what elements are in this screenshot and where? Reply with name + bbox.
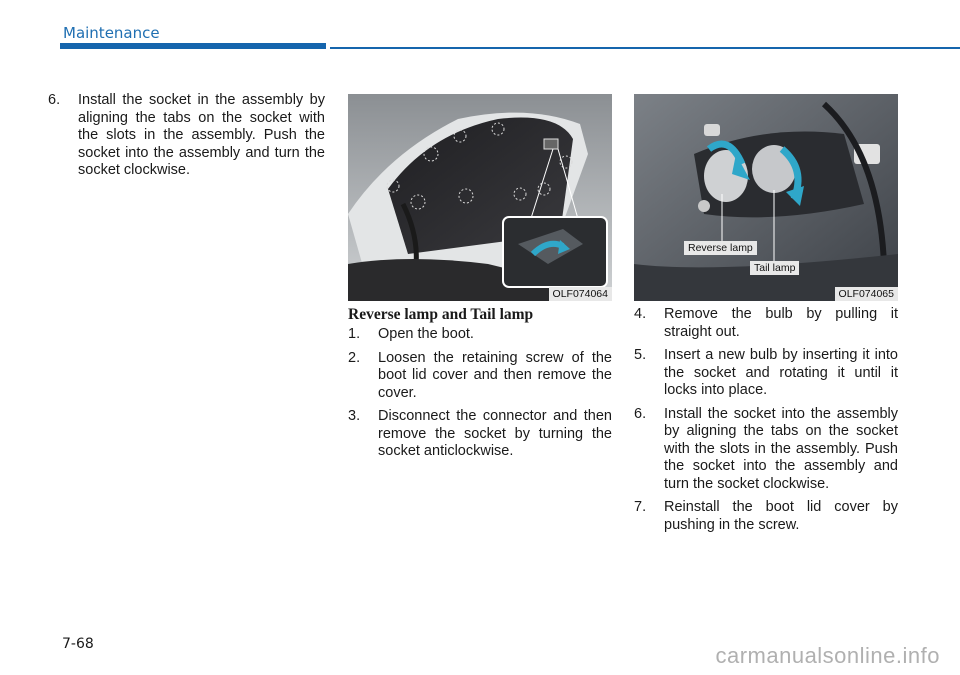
step-text: Open the boot. — [378, 326, 474, 342]
step-number: 7. — [634, 499, 647, 515]
step-item — [348, 350, 612, 403]
step-text: Disconnect the connector and then remove the socket by turning the socket anticlockwise. — [378, 408, 612, 459]
step-item — [634, 347, 898, 400]
step-text: Remove the bulb by pulling it straight out. — [664, 306, 898, 340]
step-number: 3. — [348, 408, 361, 424]
figure-lamp-sockets — [634, 94, 898, 301]
step-number: 6. — [634, 405, 647, 422]
step-number: 6. — [48, 92, 61, 108]
header-rule-thin — [330, 47, 960, 49]
step-item — [48, 92, 325, 180]
step-number: 4. — [634, 306, 647, 322]
step-item — [634, 406, 898, 494]
step-item — [634, 499, 898, 534]
callout-reverse-lamp: Reverse lamp — [684, 241, 757, 255]
section-title: Maintenance — [63, 24, 160, 42]
section-heading: Reverse lamp and Tail lamp — [348, 306, 534, 323]
step-text: Install the socket into the assembly by aligning the tabs on the socket with the slots in the assembly. Push the socket into the assembly and turn the socket clockwise. — [664, 405, 898, 492]
figure-boot-lid — [348, 94, 612, 301]
step-text: Loosen the retaining screw of the boot lid cover and then remove the cover. — [378, 349, 612, 401]
callout-tail-lamp: Tail lamp — [750, 261, 799, 275]
figure-code: OLF074064 — [549, 287, 612, 301]
steps-column-2 — [348, 326, 612, 467]
step-number: 2. — [348, 349, 361, 366]
step-text: Insert a new bulb by inserting it into the socket and rotating it until it locks into place. — [664, 347, 898, 398]
step-item — [348, 326, 612, 344]
figure-code: OLF074065 — [835, 287, 898, 301]
step-text: Install the socket in the assembly by aligning the tabs on the socket with the slots in the assembly. Push the socket into the assembly and turn the socket clockwise. — [78, 92, 325, 178]
step-number: 1. — [348, 326, 361, 342]
watermark-text: carmanualsonline.info — [715, 643, 940, 668]
step-item — [634, 306, 898, 341]
page-number: 7-68 — [62, 636, 94, 652]
boot-lid-illustration — [348, 94, 612, 301]
steps-column-1 — [48, 92, 325, 186]
step-number: 5. — [634, 347, 647, 363]
steps-column-3 — [634, 306, 898, 540]
step-item — [348, 408, 612, 461]
header-rule-thick — [60, 43, 326, 49]
step-text: Reinstall the boot lid cover by pushing in the screw. — [664, 499, 898, 533]
